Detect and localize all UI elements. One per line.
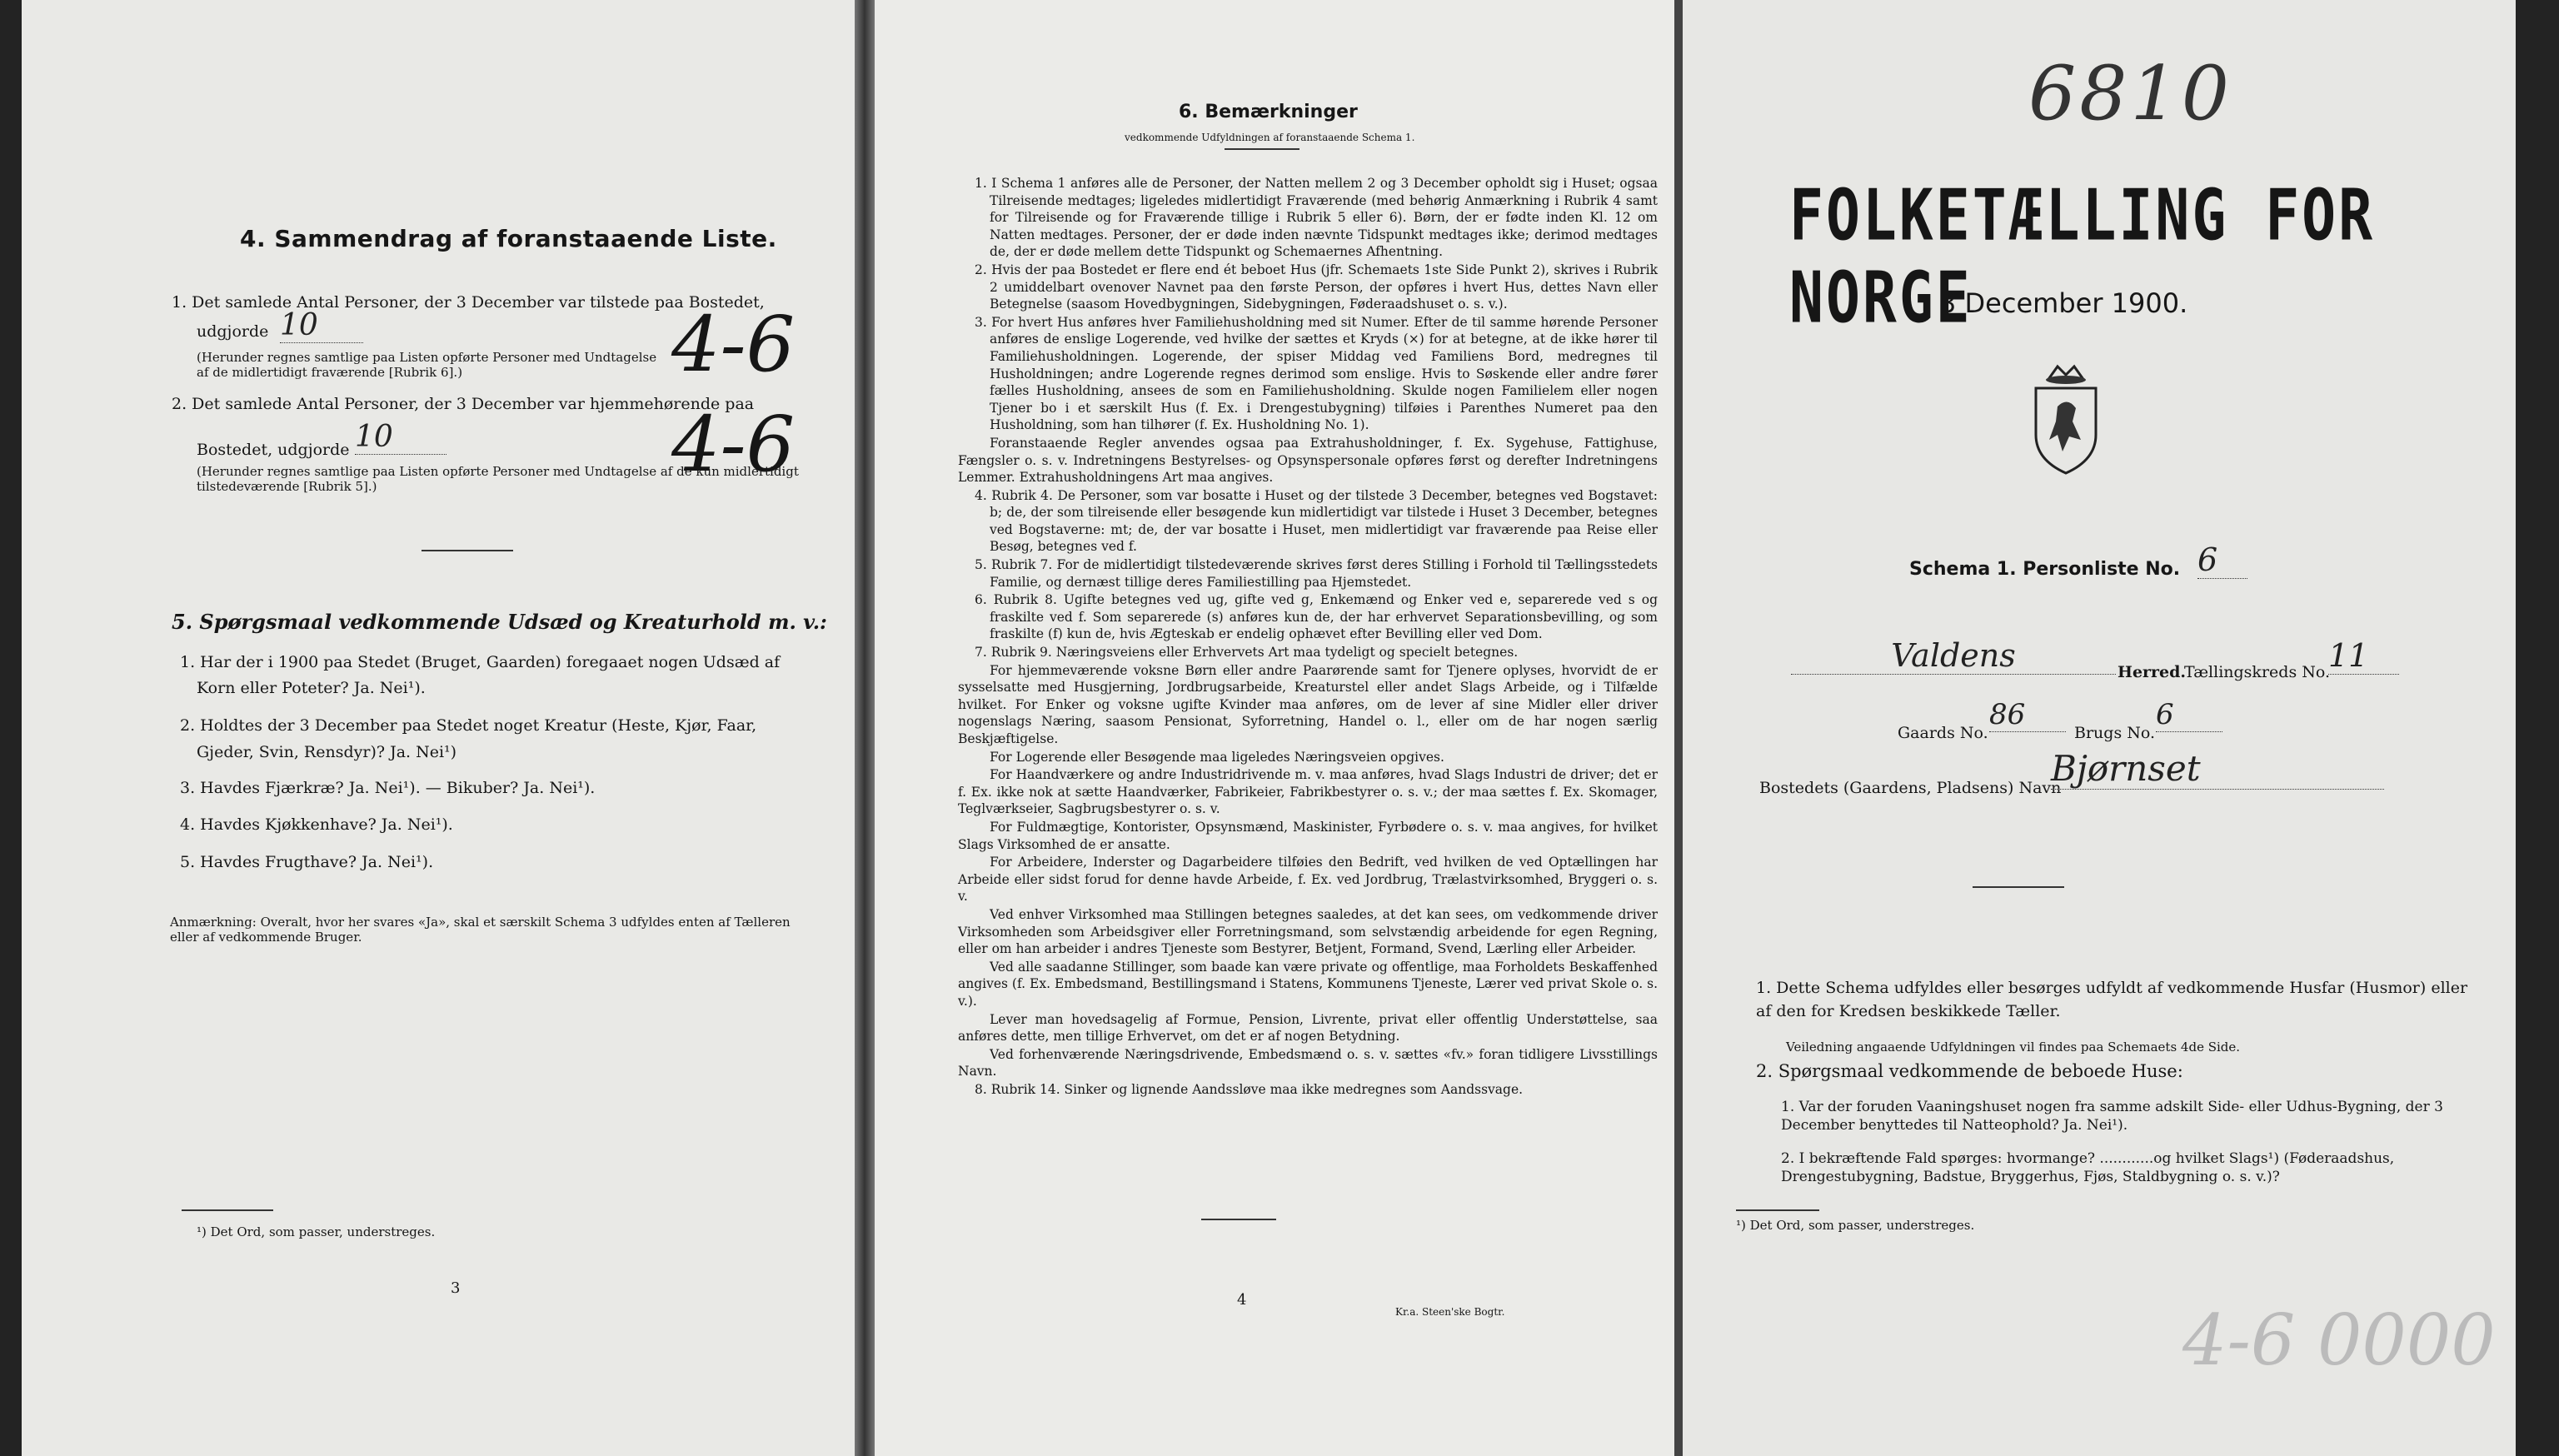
remark-paragraph: 4. Rubrik 4. De Personer, som var bosatte i Huset og der tilstede 3 December, betegnes ved Bogstavet: b; de, der som tilreisende eller besøgende kun midlertidigt var tilstede i Huset 3 December, betegnes ved Bogstaverne: mt; de, der var bosatte i Huset, men midlertidigt var fraværende paa Reise eller Besøg, betegnes ved f. [975, 487, 1658, 555]
section-4-title: 4. Sammendrag af foranstaaende Liste. [240, 225, 777, 252]
s5-q3: 3. Havdes Fjærkræ? Ja. Nei¹). — Bikuber? Ja. Nei¹). [180, 779, 596, 797]
divider [422, 550, 513, 551]
pencil-annotation: 4-6 0000 [2182, 1299, 2496, 1381]
s5-q1-line2: Korn eller Poteter? Ja. Nei¹). [197, 679, 426, 697]
instruction-2: 2. Spørgsmaal vedkommende de beboede Huse: [1756, 1061, 2183, 1081]
s5-q4: 4. Havdes Kjøkkenhave? Ja. Nei¹). [180, 815, 453, 834]
schema-number[interactable]: 6 [2197, 541, 2247, 579]
bosted-value[interactable]: Bjørnset [2051, 748, 2384, 790]
herred-value[interactable]: Valdens [1791, 637, 2116, 675]
divider [1973, 886, 2064, 888]
brugs-value[interactable]: 6 [2156, 698, 2222, 732]
remark-paragraph: Lever man hovedsagelig af Formue, Pension, Livrente, privat eller offentlig Understøttelse, saa anføres dette, men tillige Erhvervet, om det er af nogen Betydning. [958, 1011, 1658, 1045]
remark-paragraph: 5. Rubrik 7. For de midlertidigt tilstedeværende skrives først deres Stilling i Forhold til Tællingsstedets Familie, og dernæst tillige deres Familiestilling paa Hjemstedet. [975, 557, 1658, 590]
coat-of-arms-icon [2016, 360, 2116, 476]
summary-q2-value[interactable]: 10 [355, 420, 446, 455]
page-middle [875, 0, 1674, 1456]
page-right [1683, 0, 2516, 1456]
gaards-value[interactable]: 86 [1989, 698, 2066, 732]
summary-q2-annotation: 4-6 [671, 400, 796, 489]
brugs-label: Brugs No. [2074, 724, 2156, 742]
instruction-2-1: 1. Var der foruden Vaaningshuset nogen fra samme adskilt Side- eller Udhus-Bygning, der 3 December benyttedes til Natteophold? Ja. Nei¹). [1781, 1099, 2443, 1134]
page-left [22, 0, 855, 1456]
kreds-value[interactable]: 11 [2328, 637, 2399, 675]
kreds-label: Tællingskreds No. [2184, 663, 2330, 681]
title-rule [1225, 148, 1299, 150]
remark: Anmærkning: Overalt, hvor her svares «Ja», skal et særskilt Schema 3 udfyldes enten af Tælleren eller af vedkommende Bruger. [170, 915, 791, 945]
remark-paragraph: Ved forhenværende Næringsdrivende, Embedsmænd o. s. v. sættes «fv.» foran tidligere Livsstillings Navn. [958, 1046, 1658, 1080]
summary-q1-annotation: 4-6 [671, 300, 796, 389]
remark-paragraph: 3. For hvert Hus anføres hver Familiehusholdning med sit Numer. Efter de til samme hørende Personer anføres de enslige Logerende, ved hvilke der sættes et Kryds (×) for at betegne, at de ikke hører til Familiehusholdningen. Logerende, der spiser Middag ved Familiens Bord, medregnes til Husholdningen; andre Logerende regnes derimod som enslige. Hvis to Søskende eller andre fører fælles Husholdning, ansees de som en Familiehusholdning. Skulde nogen Familielem eller nogen Tjener bo i et særskilt Hus (f. Ex. i Drengestubygning) tilføies i Parenthes Numeret paa den Husholdning, som han tilhører (f. Ex. Husholdning No. 1). [975, 314, 1658, 433]
remark-paragraph: 2. Hvis der paa Bostedet er flere end ét beboet Hus (jfr. Schemaets 1ste Side Punkt 2), skrives i Rubrik 2 umiddelbart ovenover Navnet paa den første Person, der opføres i hvert Hus, dettes Navn eller Betegnelse (saasom Hovedbygningen, Sidebygningen, Føderaadshuset o. s. v.). [975, 262, 1658, 312]
remark-paragraph: For Logerende eller Besøgende maa ligeledes Næringsveien opgives. [990, 749, 1444, 765]
summary-q2-label: Bostedet, udgjorde [197, 441, 350, 459]
summary-q1-text: 1. Det samlede Antal Personer, der 3 December var tilstede paa Bostedet, [172, 293, 765, 312]
herred-label: Herred. [2118, 663, 2187, 681]
binding-gutter [855, 0, 875, 1456]
summary-q1-value[interactable]: 10 [280, 308, 363, 343]
s5-q1-line1: 1. Har der i 1900 paa Stedet (Bruget, Gaarden) foregaaet nogen Udsæd af [180, 653, 781, 671]
footnote-rule [1736, 1209, 1819, 1211]
section-6-subtitle: vedkommende Udfyldningen af foranstaaende Schema 1. [1125, 132, 1415, 143]
remark-paragraph: 8. Rubrik 14. Sinker og lignende Aandssløve maa ikke medregnes som Aandssvage. [975, 1081, 1524, 1097]
page-number: 4 [1237, 1291, 1247, 1309]
remark-paragraph: 7. Rubrik 9. Næringsveiens eller Erhvervets Art maa tydeligt og specielt betegnes. [975, 645, 1519, 661]
instruction-2-2: 2. I bekræftende Fald spørges: hvormange? ............og hvilket Slags¹) (Føderaadshus, Drengestubygning, Badstue, Bryggerhus, Fjøs, Staldbygning o. s. v.)? [1781, 1150, 2395, 1185]
remark-paragraph: 6. Rubrik 8. Ugifte betegnes ved ug, gifte ved g, Enkemænd og Enker ved e, separerede ved s og fraskilte ved f. Som separerede (s) anføres kun de, der har erhvervet Separationsbevilling, og som fraskilte (f) kun de, hvis Ægteskab er endelig ophævet efter Bevilling eller ved Dom. [975, 592, 1658, 642]
remark-paragraph: For Haandværkere og andre Industridrivende m. v. maa anføres, hvad Slags Industri de driver; det er f. Ex. ikke nok at sætte Haandværker, Fabrikeier, Fabrikbestyrer o. s. v.; der maa sættes f. Ex. Skomager, Teglværkseier, Sagbrugsbestyrer o. s. v. [958, 767, 1658, 817]
gaards-label: Gaards No. [1898, 724, 1988, 742]
summary-q2-text: 2. Det samlede Antal Personer, der 3 December var hjemmehørende paa [172, 395, 755, 413]
remark-paragraph: For Arbeidere, Inderster og Dagarbeidere tilføies den Bedrift, ved hvilken de ved Optællingen har Arbeide eller sidst forud for denne havde Arbeide, f. Ex. ved Jordbrug, Trælastvirksomhed, Bryggeri o. s. v. [958, 855, 1658, 905]
remark-paragraph: Ved alle saadanne Stillinger, som baade kan være private og offentlige, maa Forholdets Beskaffenhed angives (f. Ex. Embedsmand, Bestillingsmand i Statens, Kommunens Tjeneste, Lærer ved privat Skole o. s. v.). [958, 959, 1658, 1009]
page-number: 3 [451, 1279, 461, 1297]
remarks-body [958, 175, 1658, 1099]
summary-q1-label: udgjorde [197, 322, 269, 341]
schema-label: Schema 1. Personliste No. [1909, 559, 2181, 580]
bosted-label: Bostedets (Gaardens, Pladsens) Navn [1759, 779, 2062, 797]
remark-paragraph: 1. I Schema 1 anføres alle de Personer, der Natten mellem 2 og 3 December opholdt sig i Huset; ogsaa Tilreisende medtages; ligeledes midlertidigt Fraværende (med behørig Anmærkning i Rubrik 4 samt for Tilreisende og for Fraværende tillige i Rubrik 5 eller 6). Børn, der er fødte inden Kl. 12 om Natten medtages. Personer, der er døde inden nævnte Tidspunkt medtages ikke; derimod medtages de, der er døde mellem dette Tidspunkt og Schemaernes Afhentning. [975, 176, 1658, 260]
census-date: 3 December 1900. [1939, 287, 2188, 319]
s5-q2-line1: 2. Holdtes der 3 December paa Stedet noget Kreatur (Heste, Kjør, Faar, [180, 716, 757, 735]
remark-paragraph: Foranstaaende Regler anvendes ogsaa paa Extrahusholdninger, f. Ex. Sygehuse, Fattighuse, Fængsler o. s. v. Indretningens Bestyrelses- og Opsynspersonale opføres først og derefter Indretningens Lemmer. Extrahusholdningens Art maa angives. [958, 435, 1658, 486]
page-edge [1674, 0, 1683, 1456]
instruction-1: 1. Dette Schema udfyldes eller besørges udfyldt af vedkommende Husfar (Husmor) eller af den for Kredsen beskikkede Tæller. [1756, 979, 2468, 1020]
remark-paragraph: Ved enhver Virksomhed maa Stillingen betegnes saaledes, at det kan sees, om vedkommende driver Virksomheden som Arbeidsgiver eller Forretningsmand, som selvstændig arbeidende for egen Regning, eller om han arbeider i andres Tjeneste som Bestyrer, Betjent, Formand, Svend, Lærling eller Arbeider. [958, 906, 1658, 957]
s5-q2-line2: Gjeder, Svin, Rensdyr)? Ja. Nei¹) [197, 743, 457, 761]
summary-q1-note: (Herunder regnes samtlige paa Listen opførte Personer med Undtagelse af de midlertidigt fraværende [Rubrik 6].) [197, 350, 657, 380]
summary-q2-note: (Herunder regnes samtlige paa Listen opførte Personer med Undtagelse af de kun midlertidigt tilstedeværende [Rubrik 5].) [197, 464, 799, 494]
s5-q5: 5. Havdes Frugthave? Ja. Nei¹). [180, 853, 434, 871]
section-6-title: 6. Bemærkninger [1179, 102, 1358, 122]
footnote: ¹) Det Ord, som passer, understreges. [1736, 1218, 1975, 1233]
form-title: FOLKETÆLLING FOR NORGE [1789, 175, 2376, 340]
remark-paragraph: For Fuldmægtige, Kontorister, Opsynsmænd, Maskinister, Fyrbødere o. s. v. maa angives, for hvilket Slags Virksomhed de er ansatte. [958, 819, 1658, 852]
footnote-rule [182, 1209, 273, 1211]
printer-mark: Kr.a. Steen'ske Bogtr. [1395, 1306, 1505, 1318]
remark-paragraph: For hjemmeværende voksne Børn eller andre Paarørende samt for Tjenere oplyses, hvorvidt de er sysselsatte med Husgjerning, Jordbrugsarbeide, Kreaturstel eller andet Slags Arbeide, og i Tilfælde hvilket. For Enker og voksne ugifte Kvinder maa anføres, om de lever af sine Midler eller driver nogenslags Næring, saasom Pensionat, Syforretning, Handel o. l., eller om de har nogen særlig Beskjæftigelse. [958, 662, 1658, 746]
section-5-title: 5. Spørgsmaal vedkommende Udsæd og Kreaturhold m. v.: [172, 610, 827, 634]
footnote: ¹) Det Ord, som passer, understreges. [197, 1224, 436, 1239]
instruction-1-note: Veiledning angaaende Udfyldningen vil findes paa Schemaets 4de Side. [1786, 1040, 2241, 1055]
archive-stamp: 6810 [2028, 50, 2233, 137]
end-rule [1201, 1219, 1276, 1220]
